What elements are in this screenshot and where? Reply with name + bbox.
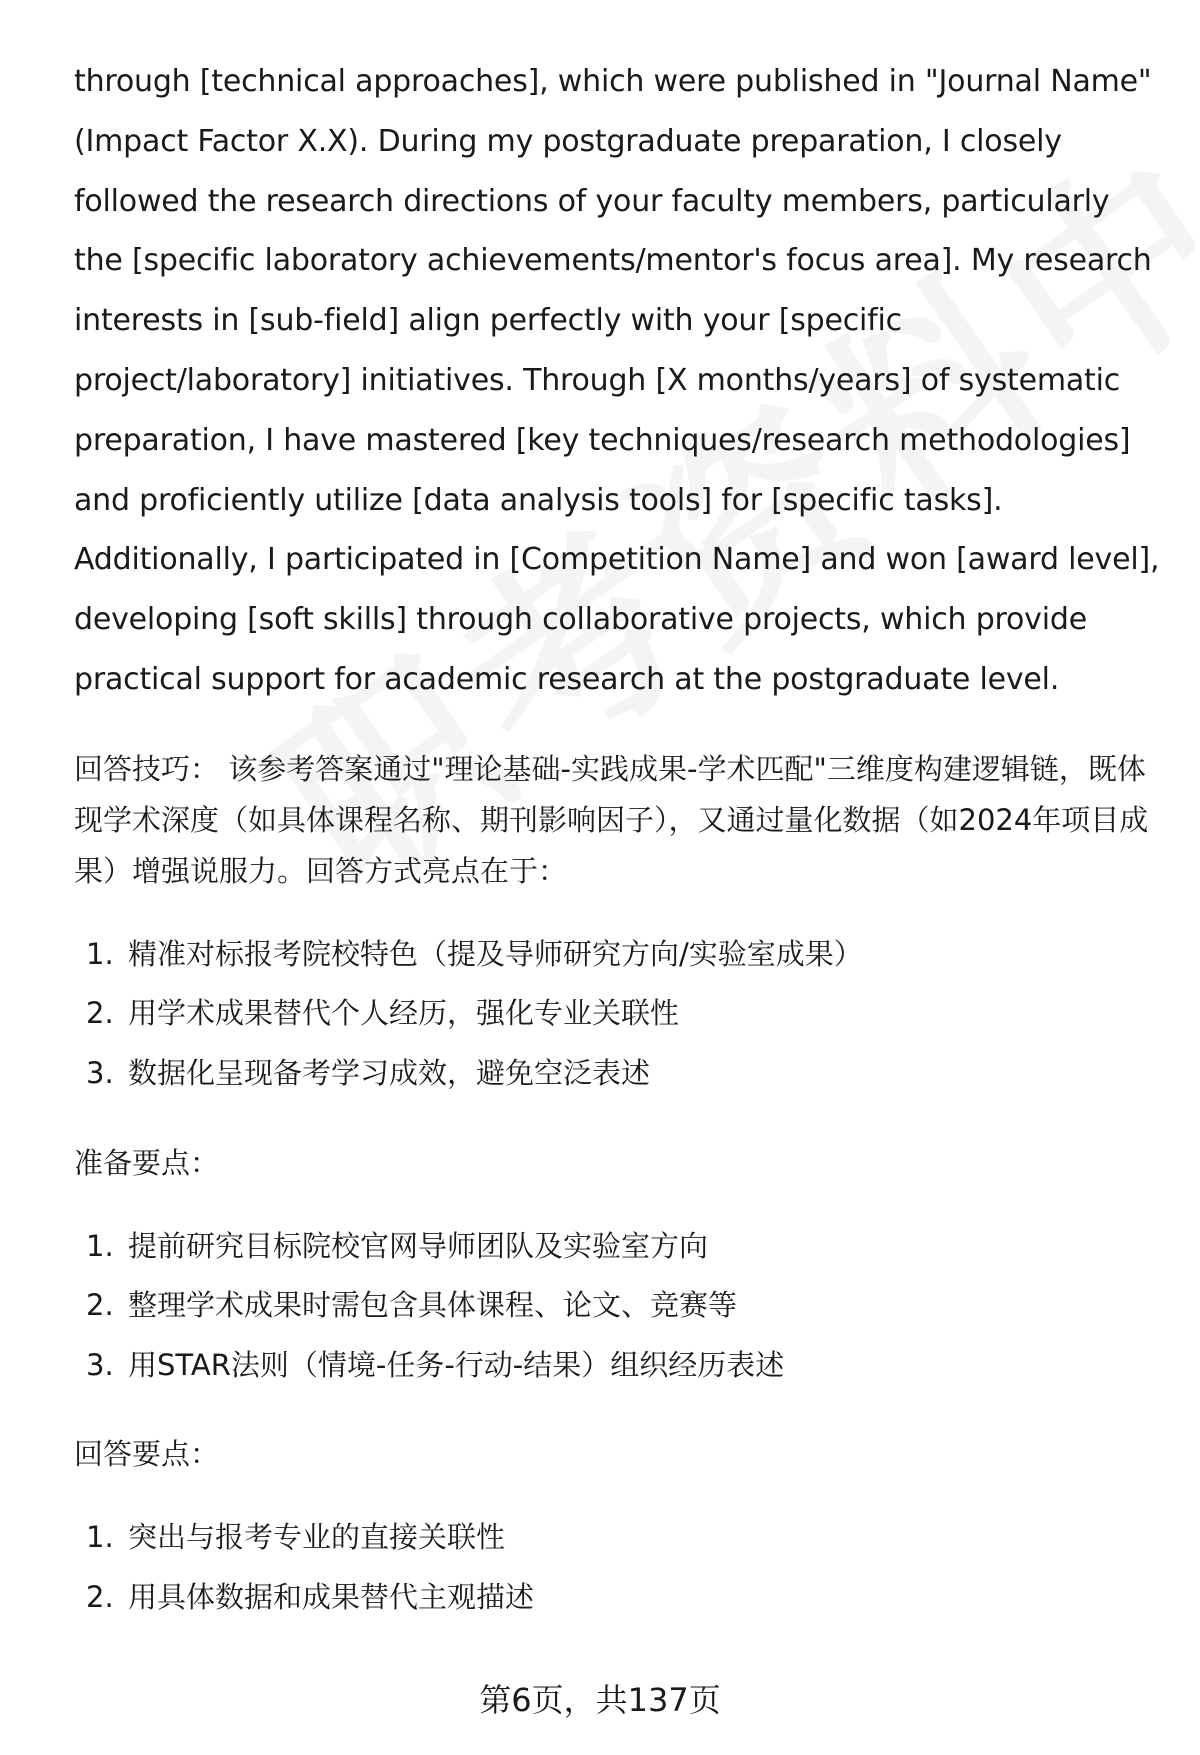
list-item [74, 984, 1164, 1044]
list-number: 2. [86, 1288, 114, 1323]
list-item [74, 1217, 1164, 1277]
list-item [74, 1276, 1164, 1336]
list-number: 1. [86, 1520, 114, 1555]
list-number: 1. [86, 936, 114, 971]
list-number: 2. [86, 996, 114, 1031]
list-number: 2. [86, 1579, 114, 1614]
tips-list [74, 925, 1164, 1104]
list-text: 提前研究目标院校官网导师团队及实验室方向 [128, 1228, 709, 1263]
list-item [74, 1336, 1164, 1396]
list-text: 整理学术成果时需包含具体课程、论文、竞赛等 [128, 1288, 738, 1323]
list-text: 精准对标报考院校特色（提及导师研究方向/实验室成果） [128, 936, 863, 971]
list-number: 1. [86, 1228, 114, 1263]
list-number: 3. [86, 1055, 114, 1090]
list-item [74, 1044, 1164, 1104]
tips-paragraph: 回答技巧： 该参考答案通过"理论基础-实践成果-学术匹配"三维度构建逻辑链，既体现学术深度（如具体课程名称、期刊影响因子），又通过量化数据（如2024年项目成果）增强说服力。回答方式亮点在于： [74, 751, 1149, 888]
page-content [74, 52, 1164, 1628]
list-text: 用学术成果替代个人经历，强化专业关联性 [128, 996, 680, 1031]
list-item [74, 1568, 1164, 1628]
prep-list [74, 1217, 1164, 1396]
list-number: 3. [86, 1347, 114, 1382]
list-item [74, 925, 1164, 985]
list-text: 突出与报考专业的直接关联性 [128, 1520, 506, 1555]
answer-paragraph: through [technical approaches], which were published in "Journal Name" (Impact Factor X.X). During my postgraduate preparation, I closely followed the research directions of your faculty members, particularly the [specific laboratory achievements/mentor's focus area]. My research interests in [sub-field] align perfectly with your [specific project/laboratory] initiatives. Through [X months/years] of systematic preparation, I have mastered [key techniques/research methodologies] and proficiently utilize [data analysis tools] for [specific tasks]. Additionally, I participated in [Competition Name] and won [award level], developing [soft skills] through collaborative projects, which provide practical support for academic research at the postgraduate level. [74, 64, 1160, 697]
list-text: 用具体数据和成果替代主观描述 [128, 1579, 535, 1614]
points-heading: 回答要点： [74, 1437, 220, 1472]
list-text: 用STAR法则（情境-任务-行动-结果）组织经历表述 [128, 1347, 785, 1382]
list-text: 数据化呈现备考学习成效，避免空泛表述 [128, 1055, 651, 1090]
prep-heading: 准备要点： [74, 1145, 220, 1180]
page-footer: 第6页，共137页 [479, 1681, 721, 1719]
list-item [74, 1508, 1164, 1568]
points-list [74, 1508, 1164, 1627]
